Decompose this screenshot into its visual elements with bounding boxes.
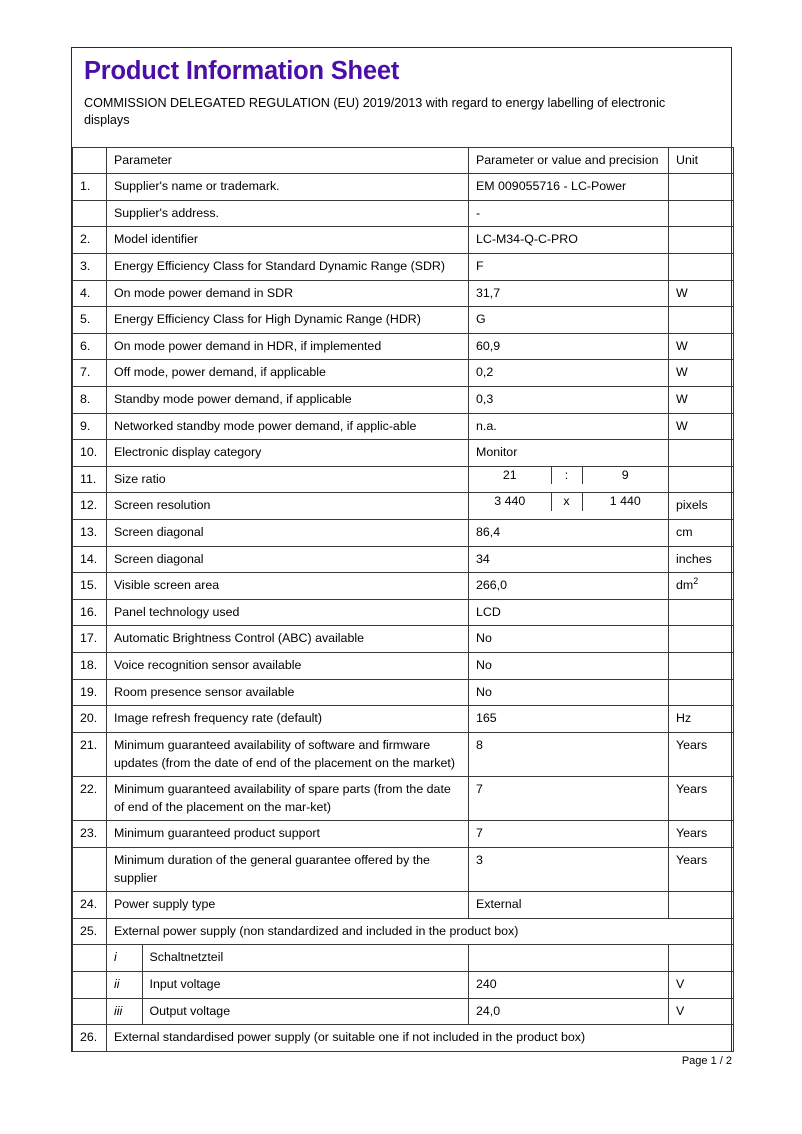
row-value: - — [469, 200, 669, 227]
row-number: 23. — [73, 821, 107, 848]
row-number: 24. — [73, 892, 107, 919]
row-number — [73, 945, 107, 972]
subrow-value: 24,0 — [469, 998, 669, 1025]
row-parameter: Supplier's address. — [107, 200, 469, 227]
row-unit — [669, 892, 734, 919]
row-unit: cm — [669, 520, 734, 547]
row-parameter: Panel technology used — [107, 599, 469, 626]
row-value: n.a. — [469, 413, 669, 440]
row-unit — [669, 200, 734, 227]
row-number: 14. — [73, 546, 107, 573]
document-page — [71, 47, 732, 1052]
row-unit: W — [669, 360, 734, 387]
row-unit — [669, 307, 734, 334]
row-number: 12. — [73, 493, 107, 520]
header-unit: Unit — [669, 147, 734, 174]
row-unit: Years — [669, 732, 734, 776]
row-number — [73, 847, 107, 891]
row-parameter: External standardised power supply (or suitable one if not included in the product box) — [107, 1025, 734, 1052]
table-row — [73, 892, 734, 919]
table-header — [73, 147, 734, 174]
row-unit — [669, 227, 734, 254]
row-unit — [669, 679, 734, 706]
row-unit: Hz — [669, 706, 734, 733]
table-row — [73, 546, 734, 573]
document-header — [72, 48, 731, 147]
page-title: Product Information Sheet — [84, 57, 400, 85]
table-row — [73, 847, 734, 891]
row-number: 4. — [73, 280, 107, 307]
table-row — [73, 174, 734, 201]
row-unit: W — [669, 413, 734, 440]
subrow-unit: V — [669, 998, 734, 1025]
table-row — [73, 732, 734, 776]
row-value: 266,0 — [469, 573, 669, 600]
row-unit: W — [669, 387, 734, 414]
row-parameter: Energy Efficiency Class for Standard Dynamic Range (SDR) — [107, 253, 469, 280]
subrow-label: Output voltage — [149, 1003, 231, 1018]
row-value: 8 — [469, 732, 669, 776]
table-subrow — [73, 945, 734, 972]
row-number: 22. — [73, 777, 107, 821]
row-number: 20. — [73, 706, 107, 733]
table-row — [73, 493, 734, 520]
row-number: 9. — [73, 413, 107, 440]
row-unit: pixels — [669, 493, 734, 520]
row-unit — [669, 599, 734, 626]
row-number: 18. — [73, 653, 107, 680]
table-row — [73, 360, 734, 387]
subrow-unit — [669, 945, 734, 972]
subrow-roman-numeral: i — [107, 945, 142, 971]
subrow-value — [469, 945, 669, 972]
table-row — [73, 777, 734, 821]
row-unit: W — [669, 333, 734, 360]
row-unit: Years — [669, 821, 734, 848]
row-number: 10. — [73, 440, 107, 467]
row-value: 3 — [469, 847, 669, 891]
split-value-part: 1 440 — [609, 494, 641, 509]
row-parameter: Size ratio — [107, 466, 469, 493]
subrow-roman-numeral: iii — [107, 999, 142, 1025]
row-value: 0,3 — [469, 387, 669, 414]
row-unit — [669, 253, 734, 280]
row-parameter: On mode power demand in HDR, if implemented — [107, 333, 469, 360]
row-parameter: Model identifier — [107, 227, 469, 254]
row-parameter: Power supply type — [107, 892, 469, 919]
split-value-part: 3 440 — [494, 494, 526, 509]
table-row — [73, 599, 734, 626]
table-row — [73, 440, 734, 467]
row-value: LCD — [469, 599, 669, 626]
row-number — [73, 200, 107, 227]
subrow-parameter-cell — [107, 945, 469, 972]
table-row — [73, 466, 734, 493]
subrow-label: Schaltnetzteil — [149, 950, 224, 965]
row-split-value — [469, 466, 669, 493]
row-value: 60,9 — [469, 333, 669, 360]
row-value: 7 — [469, 777, 669, 821]
row-number: 8. — [73, 387, 107, 414]
row-parameter: Minimum guaranteed availability of spare parts (from the date of end of the placement on the mar-ket) — [107, 777, 469, 821]
row-parameter: Off mode, power demand, if applicable — [107, 360, 469, 387]
subrow-roman-numeral: ii — [107, 972, 142, 998]
row-parameter: Screen resolution — [107, 493, 469, 520]
page-footer: Page 1 / 2 — [681, 1055, 732, 1067]
row-number: 3. — [73, 253, 107, 280]
row-number: 11. — [73, 466, 107, 493]
table-row — [73, 227, 734, 254]
row-split-value — [469, 493, 669, 520]
table-row — [73, 387, 734, 414]
row-number: 1. — [73, 174, 107, 201]
row-parameter: Networked standby mode power demand, if applic-able — [107, 413, 469, 440]
row-number: 15. — [73, 573, 107, 600]
row-value: 7 — [469, 821, 669, 848]
row-value: F — [469, 253, 669, 280]
row-parameter: Image refresh frequency rate (default) — [107, 706, 469, 733]
row-unit — [669, 653, 734, 680]
row-parameter: On mode power demand in SDR — [107, 280, 469, 307]
split-value-part: 21 — [502, 467, 517, 482]
row-parameter: Screen diagonal — [107, 520, 469, 547]
header-parameter: Parameter — [107, 147, 469, 174]
row-number — [73, 998, 107, 1025]
row-parameter: Minimum guaranteed availability of software and firmware updates (from the date of end of the placement on the market) — [107, 732, 469, 776]
table-row — [73, 413, 734, 440]
row-parameter: External power supply (non standardized and included in the product box) — [107, 918, 734, 945]
row-value: 165 — [469, 706, 669, 733]
row-parameter: Voice recognition sensor available — [107, 653, 469, 680]
row-unit — [669, 440, 734, 467]
row-number: 16. — [73, 599, 107, 626]
regulation-subtitle: COMMISSION DELEGATED REGULATION (EU) 2019/2013 with regard to energy labelling of electronic displays — [84, 95, 666, 128]
row-value: 0,2 — [469, 360, 669, 387]
row-parameter: Minimum guaranteed product support — [107, 821, 469, 848]
row-unit: Years — [669, 777, 734, 821]
header-number — [73, 147, 107, 174]
table-subrow — [73, 998, 734, 1025]
row-parameter: Screen diagonal — [107, 546, 469, 573]
table-row — [73, 679, 734, 706]
row-number: 7. — [73, 360, 107, 387]
row-number: 25. — [73, 918, 107, 945]
row-number: 5. — [73, 307, 107, 334]
row-value: EM 009055716 - LC-Power — [469, 174, 669, 201]
row-unit: $dm^2$ — [669, 573, 734, 600]
table-body — [73, 174, 734, 1052]
table-row — [73, 573, 734, 600]
table-subrow — [73, 972, 734, 999]
row-parameter: Standby mode power demand, if applicable — [107, 387, 469, 414]
row-number: 13. — [73, 520, 107, 547]
split-value-part: 9 — [621, 467, 629, 482]
row-value: LC-M34-Q-C-PRO — [469, 227, 669, 254]
table-row-25 — [73, 918, 734, 945]
row-parameter: Automatic Brightness Control (ABC) available — [107, 626, 469, 653]
table-row — [73, 706, 734, 733]
row-value: No — [469, 653, 669, 680]
row-value: Monitor — [469, 440, 669, 467]
row-number — [73, 972, 107, 999]
row-number: 19. — [73, 679, 107, 706]
header-value: Parameter or value and precision — [469, 147, 669, 174]
split-value-part: : — [551, 467, 582, 485]
row-parameter: Visible screen area — [107, 573, 469, 600]
row-value: 31,7 — [469, 280, 669, 307]
row-unit — [669, 466, 734, 493]
table-row-26 — [73, 1025, 734, 1052]
row-unit — [669, 626, 734, 653]
row-unit: W — [669, 280, 734, 307]
row-parameter: Supplier's name or trademark. — [107, 174, 469, 201]
row-parameter: Energy Efficiency Class for High Dynamic Range (HDR) — [107, 307, 469, 334]
row-number: 6. — [73, 333, 107, 360]
row-value: 86,4 — [469, 520, 669, 547]
row-number: 21. — [73, 732, 107, 776]
row-number: 26. — [73, 1025, 107, 1052]
subrow-label: Input voltage — [149, 977, 221, 992]
table-row — [73, 821, 734, 848]
row-parameter: Room presence sensor available — [107, 679, 469, 706]
table-row — [73, 653, 734, 680]
row-value: No — [469, 626, 669, 653]
row-value: G — [469, 307, 669, 334]
table-row — [73, 307, 734, 334]
table-row — [73, 333, 734, 360]
row-value: 34 — [469, 546, 669, 573]
row-unit — [669, 174, 734, 201]
subrow-value: 240 — [469, 972, 669, 999]
row-number: 2. — [73, 227, 107, 254]
row-parameter: Minimum duration of the general guarantee offered by the supplier — [107, 847, 469, 891]
subrow-unit: V — [669, 972, 734, 999]
subrow-parameter-cell — [107, 998, 469, 1025]
page-frame — [71, 47, 732, 1052]
row-number: 17. — [73, 626, 107, 653]
table-row — [73, 520, 734, 547]
table-row — [73, 200, 734, 227]
row-value: No — [469, 679, 669, 706]
row-value: External — [469, 892, 669, 919]
table-row — [73, 253, 734, 280]
table-header-row — [73, 147, 734, 174]
row-unit: inches — [669, 546, 734, 573]
row-parameter: Electronic display category — [107, 440, 469, 467]
split-value-part: x — [551, 493, 582, 511]
product-information-table — [72, 147, 734, 1052]
row-unit: Years — [669, 847, 734, 891]
table-row — [73, 280, 734, 307]
table-row — [73, 626, 734, 653]
subrow-parameter-cell — [107, 972, 469, 999]
